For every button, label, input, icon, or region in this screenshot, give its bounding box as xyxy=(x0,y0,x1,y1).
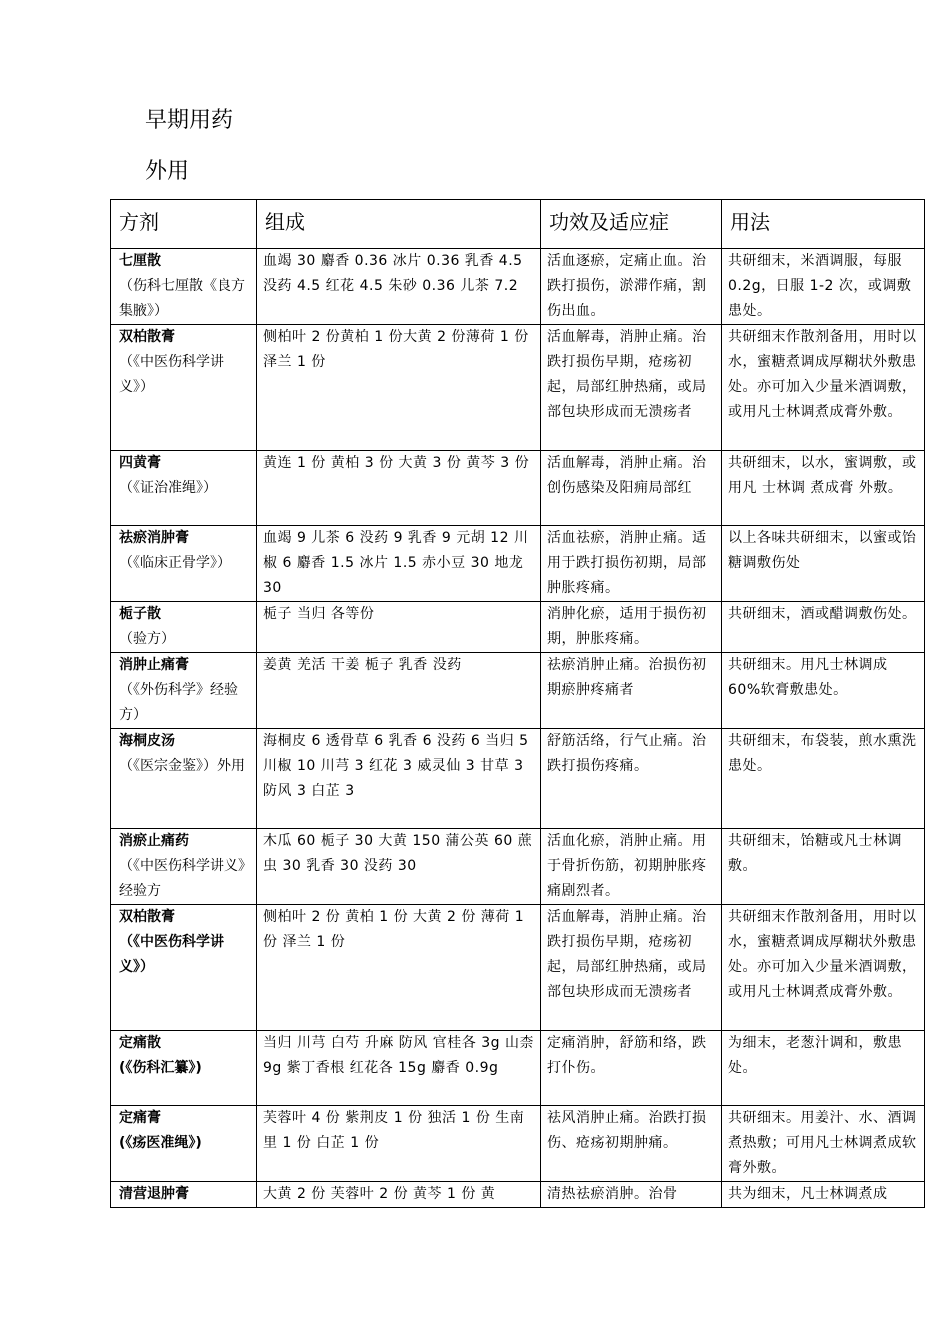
table-row xyxy=(111,1182,925,1208)
formula-source: （伤科七厘散《良方集腋》） xyxy=(119,278,245,319)
effect-cell xyxy=(541,905,722,1031)
table-row xyxy=(111,325,925,451)
usage-cell-text: 共研细末，酒或醋调敷伤处。 xyxy=(728,606,917,622)
composition-cell-text: 栀子 当归 各等份 xyxy=(263,606,375,622)
usage-cell xyxy=(722,729,925,829)
table-row xyxy=(111,1031,925,1106)
usage-cell xyxy=(722,905,925,1031)
effect-cell xyxy=(541,1106,722,1182)
usage-cell xyxy=(722,249,925,325)
usage-cell xyxy=(722,325,925,451)
table-row xyxy=(111,905,925,1031)
section-subheading: 外用 xyxy=(145,159,190,184)
table-row xyxy=(111,602,925,653)
usage-cell xyxy=(722,1182,925,1208)
composition-cell-text: 海桐皮 6 透骨草 6 乳香 6 没药 6 当归 5 川椒 10 川芎 3 红花 3 威灵仙 3 甘草 3 防风 3 白芷 3 xyxy=(263,733,529,799)
usage-cell xyxy=(722,602,925,653)
composition-cell-text: 血竭 9 儿茶 6 没药 9 乳香 9 元胡 12 川椒 6 麝香 1.5 冰片 1.5 赤小豆 30 地龙 30 xyxy=(263,530,529,596)
table-row xyxy=(111,653,925,729)
composition-cell xyxy=(257,905,541,1031)
prescription-table xyxy=(110,199,925,1208)
usage-cell xyxy=(722,1106,925,1182)
effect-cell xyxy=(541,653,722,729)
effect-cell xyxy=(541,249,722,325)
formula-cell xyxy=(111,1182,257,1208)
formula-source: （《中医伤科学讲义》经验方 xyxy=(119,858,245,899)
composition-cell-text: 侧柏叶 2 份黄柏 1 份大黄 2 份薄荷 1 份泽兰 1 份 xyxy=(263,329,529,370)
formula-name: 双柏散膏 xyxy=(119,329,175,345)
effect-cell-text: 活血解毒，消肿止痛。治创伤感染及阳痈局部红 xyxy=(547,455,707,496)
formula-name: 定痛散 xyxy=(119,1035,161,1051)
usage-cell-text: 为细末，老葱汁调和，敷患处。 xyxy=(728,1035,902,1076)
formula-cell xyxy=(111,249,257,325)
table-row xyxy=(111,249,925,325)
effect-cell xyxy=(541,602,722,653)
table-row xyxy=(111,451,925,526)
composition-cell-text: 大黄 2 份 芙蓉叶 2 份 黄芩 1 份 黄 xyxy=(263,1186,496,1202)
formula-cell xyxy=(111,602,257,653)
usage-cell-text: 共研细末作散剂备用，用时以水，蜜糖煮调成厚糊状外敷患处。亦可加入少量米酒调敷，或用凡士林调煮成膏外敷。 xyxy=(728,909,917,1000)
formula-source: （《临床正骨学》） xyxy=(119,555,231,571)
formula-name: 祛瘀消肿膏 xyxy=(119,530,189,546)
effect-cell-text: 活血化瘀，消肿止痛。用于骨折伤筋，初期肿胀疼痛剧烈者。 xyxy=(547,833,707,899)
formula-source: （《医宗金鉴》）外用 xyxy=(119,758,245,774)
formula-name: 消肿止痛膏 xyxy=(119,657,189,673)
composition-cell-text: 木瓜 60 栀子 30 大黄 150 蒲公英 60 蔗虫 30 乳香 30 没药 30 xyxy=(263,833,533,874)
effect-cell-text: 清热祛瘀消肿。治骨 xyxy=(547,1186,678,1202)
formula-source: （《证治准绳》） xyxy=(119,480,217,496)
page-heading: 早期用药 xyxy=(145,108,234,133)
formula-name: 栀子散 xyxy=(119,606,161,622)
composition-cell xyxy=(257,526,541,602)
formula-source: (《伤科汇纂》) xyxy=(119,1060,202,1076)
effect-cell xyxy=(541,829,722,905)
table-row xyxy=(111,729,925,829)
effect-cell xyxy=(541,526,722,602)
usage-cell xyxy=(722,653,925,729)
composition-cell xyxy=(257,829,541,905)
formula-cell xyxy=(111,729,257,829)
effect-cell-text: 消肿化瘀，适用于损伤初期，肿胀疼痛。 xyxy=(547,606,707,647)
header-effect: 功效及适应症 xyxy=(541,200,722,249)
formula-name: 七厘散 xyxy=(119,253,161,269)
header-usage: 用法 xyxy=(722,200,925,249)
composition-cell-text: 芙蓉叶 4 份 紫荆皮 1 份 独活 1 份 生南里 1 份 白芷 1 份 xyxy=(263,1110,525,1151)
composition-cell xyxy=(257,249,541,325)
formula-name: 海桐皮汤 xyxy=(119,733,175,749)
effect-cell-text: 活血逐瘀，定痛止血。治跌打损伤，淤滞作痛，割伤出血。 xyxy=(547,253,707,319)
header-formula: 方剂 xyxy=(111,200,257,249)
usage-cell xyxy=(722,829,925,905)
usage-cell-text: 共为细末，凡士林调煮成 xyxy=(728,1186,888,1202)
formula-cell xyxy=(111,1031,257,1106)
usage-cell xyxy=(722,1031,925,1106)
formula-cell xyxy=(111,451,257,526)
effect-cell-text: 定痛消肿，舒筋和络，跌打仆伤。 xyxy=(547,1035,707,1076)
composition-cell-text: 血竭 30 麝香 0.36 冰片 0.36 乳香 4.5 没药 4.5 红花 4.5 朱砂 0.36 儿茶 7.2 xyxy=(263,253,523,294)
formula-cell xyxy=(111,1106,257,1182)
effect-cell xyxy=(541,1031,722,1106)
table-row xyxy=(111,1106,925,1182)
usage-cell-text: 共研细末，饴糖或凡士林调敷。 xyxy=(728,833,902,874)
formula-cell xyxy=(111,526,257,602)
composition-cell-text: 姜黄 羌活 干姜 栀子 乳香 没药 xyxy=(263,657,462,673)
effect-cell xyxy=(541,1182,722,1208)
formula-source: （验方） xyxy=(119,631,175,647)
formula-cell xyxy=(111,325,257,451)
table-row xyxy=(111,526,925,602)
composition-cell xyxy=(257,325,541,451)
formula-source: （《中医伤科学讲义》） xyxy=(119,354,224,395)
header-composition: 组成 xyxy=(257,200,541,249)
usage-cell-text: 共研细末，以水，蜜调敷，或用凡 士林调 煮成膏 外敷。 xyxy=(728,455,917,496)
effect-cell xyxy=(541,729,722,829)
composition-cell-text: 侧柏叶 2 份 黄柏 1 份 大黄 2 份 薄荷 1 份 泽兰 1 份 xyxy=(263,909,525,950)
usage-cell-text: 共研细末。用凡士林调成 60%软膏敷患处。 xyxy=(728,657,888,698)
table-body xyxy=(111,249,925,1208)
effect-cell-text: 活血祛瘀，消肿止痛。适用于跌打损伤初期，局部肿胀疼痛。 xyxy=(547,530,707,596)
usage-cell xyxy=(722,451,925,526)
effect-cell-text: 舒筋活络，行气止痛。治跌打损伤疼痛。 xyxy=(547,733,707,774)
effect-cell xyxy=(541,325,722,451)
composition-cell xyxy=(257,1182,541,1208)
usage-cell-text: 共研细末作散剂备用，用时以水，蜜糖煮调成厚糊状外敷患处。亦可加入少量米酒调敷，或用凡士林调煮成膏外敷。 xyxy=(728,329,917,420)
composition-cell xyxy=(257,729,541,829)
table-header-row xyxy=(111,200,925,249)
effect-cell-text: 祛瘀消肿止痛。治损伤初期瘀肿疼痛者 xyxy=(547,657,707,698)
formula-name: 四黄膏 xyxy=(119,455,161,471)
formula-cell xyxy=(111,829,257,905)
formula-name: 消瘀止痛药 xyxy=(119,833,189,849)
effect-cell-text: 活血解毒，消肿止痛。治跌打损伤早期，疮疡初起，局部红肿热痛，或局部包块形成而无溃疡者 xyxy=(547,909,707,1000)
formula-source: （《外伤科学》经验方） xyxy=(119,682,238,723)
composition-cell xyxy=(257,653,541,729)
effect-cell xyxy=(541,451,722,526)
composition-cell-text: 黄连 1 份 黄柏 3 份 大黄 3 份 黄芩 3 份 xyxy=(263,455,530,471)
usage-cell xyxy=(722,526,925,602)
formula-cell xyxy=(111,653,257,729)
effect-cell-text: 祛风消肿止痛。治跌打损伤、疮疡初期肿痛。 xyxy=(547,1110,707,1151)
effect-cell-text: 活血解毒，消肿止痛。治跌打损伤早期，疮疡初起，局部红肿热痛，或局部包块形成而无溃疡者 xyxy=(547,329,707,420)
usage-cell-text: 共研细末。用姜汁、水、酒调煮热敷；可用凡士林调煮成软膏外敷。 xyxy=(728,1110,917,1176)
formula-source: (《疡医准绳》) xyxy=(119,1135,202,1151)
formula-source: （《中医伤科学讲义》） xyxy=(119,934,224,975)
formula-name: 双柏散膏 xyxy=(119,909,175,925)
usage-cell-text: 共研细末，布袋装，煎水熏洗患处。 xyxy=(728,733,917,774)
formula-name: 清营退肿膏 xyxy=(119,1186,189,1202)
usage-cell-text: 以上各味共研细末，以蜜或饴糖调敷伤处 xyxy=(728,530,917,571)
composition-cell xyxy=(257,602,541,653)
composition-cell-text: 当归 川芎 白芍 升麻 防风 官桂各 3g 山柰 9g 紫丁香根 红花各 15g 麝香 0.9g xyxy=(263,1035,534,1076)
table-row xyxy=(111,829,925,905)
composition-cell xyxy=(257,1106,541,1182)
composition-cell xyxy=(257,451,541,526)
composition-cell xyxy=(257,1031,541,1106)
formula-cell xyxy=(111,905,257,1031)
usage-cell-text: 共研细末，米酒调服，每服 0.2g，日服 1-2 次，或调敷患处。 xyxy=(728,253,912,319)
formula-name: 定痛膏 xyxy=(119,1110,161,1126)
